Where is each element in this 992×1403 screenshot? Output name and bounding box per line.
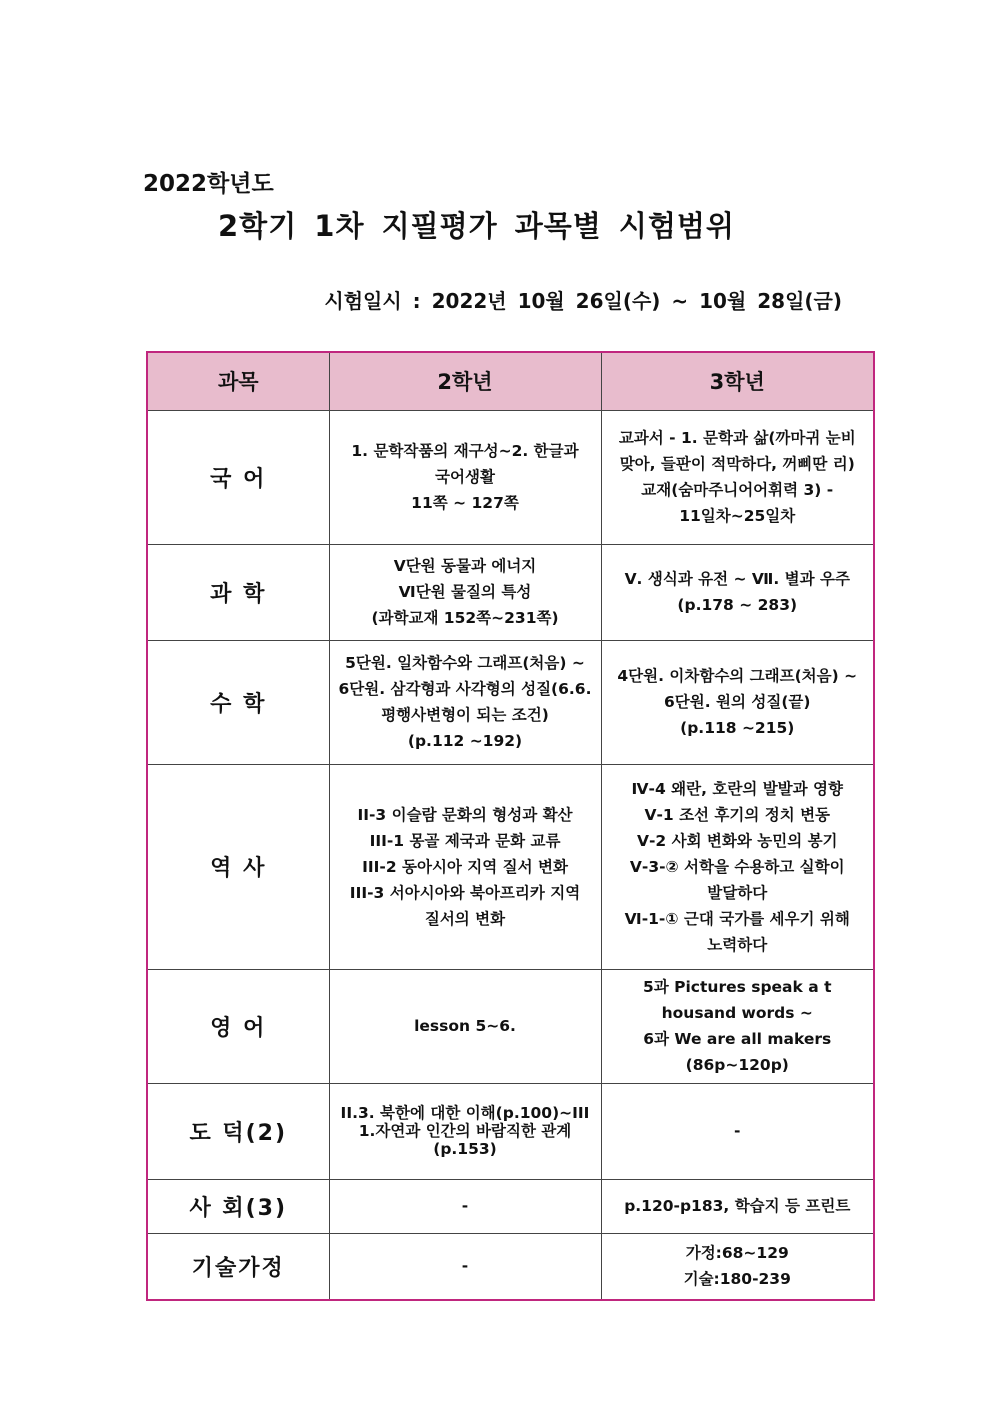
- table-row: [147, 1083, 874, 1179]
- grade2-scope-cell: lesson 5~6.: [329, 969, 601, 1083]
- grade3-scope-cell: 교과서 - 1. 문학과 삶(까마귀 눈비 맞아, 들판이 적막하다, 꺼삐딴 리) 교재(숨마주니어어휘력 3) - 11일차~25일차: [601, 410, 874, 544]
- grade3-scope-cell: p.120-p183, 학습지 등 프린트: [601, 1179, 874, 1233]
- column-header-grade2: 2학년: [329, 352, 601, 410]
- school-year: 2022학년도: [143, 171, 274, 197]
- grade3-scope-cell: 5과 Pictures speak a t housand words ~ 6과 We are all makers (86p~120p): [601, 969, 874, 1083]
- grade2-scope-cell: 1. 문학작품의 재구성~2. 한글과 국어생활 11쪽 ~ 127쪽: [329, 410, 601, 544]
- table-row: [147, 969, 874, 1083]
- subject-cell: 기술가정: [147, 1233, 329, 1300]
- grade2-scope-cell: II.3. 북한에 대한 이해(p.100)~III 1.자연과 인간의 바람직한 관계 (p.153): [329, 1083, 601, 1179]
- table-header-row: [147, 352, 874, 410]
- subject-cell: 도 덕(2): [147, 1083, 329, 1179]
- subject-cell: 영 어: [147, 969, 329, 1083]
- exam-scope-table: [146, 351, 875, 1301]
- grade3-scope-cell: -: [601, 1083, 874, 1179]
- grade3-scope-cell: Ⅳ-4 왜란, 호란의 발발과 영향 Ⅴ-1 조선 후기의 정치 변동 Ⅴ-2 사회 변화와 농민의 봉기 Ⅴ-3-② 서학을 수용하고 실학이 발달하다 Ⅵ-1-① 근대 국가를 세우기 위해 노력하다: [601, 764, 874, 969]
- exam-date: 시험일시 : 2022년 10월 26일(수) ~ 10월 28일(금): [324, 289, 842, 313]
- grade2-scope-cell: -: [329, 1179, 601, 1233]
- table-row: [147, 1233, 874, 1300]
- table-row: [147, 1179, 874, 1233]
- column-header-grade3: 3학년: [601, 352, 874, 410]
- grade2-scope-cell: II-3 이슬람 문화의 형성과 확산 III-1 몽골 제국과 문화 교류 III-2 동아시아 지역 질서 변화 III-3 서아시아와 북아프리카 지역 질서의 변화: [329, 764, 601, 969]
- subject-cell: 국 어: [147, 410, 329, 544]
- table-row: [147, 640, 874, 764]
- subject-cell: 사 회(3): [147, 1179, 329, 1233]
- table-row: [147, 544, 874, 640]
- grade3-scope-cell: Ⅴ. 생식과 유전 ~ Ⅶ. 별과 우주 (p.178 ~ 283): [601, 544, 874, 640]
- subject-cell: 역 사: [147, 764, 329, 969]
- grade3-scope-cell: 4단원. 이차함수의 그래프(처음) ~ 6단원. 원의 성질(끝) (p.118 ~215): [601, 640, 874, 764]
- table-row: [147, 410, 874, 544]
- grade2-scope-cell: Ⅴ단원 동물과 에너지 Ⅵ단원 물질의 특성 (과학교재 152쪽~231쪽): [329, 544, 601, 640]
- column-header-subject: 과목: [147, 352, 329, 410]
- grade2-scope-cell: -: [329, 1233, 601, 1300]
- grade3-scope-cell: 가정:68~129 기술:180-239: [601, 1233, 874, 1300]
- subject-cell: 과 학: [147, 544, 329, 640]
- document-title: 2학기 1차 지필평가 과목별 시험범위: [218, 209, 735, 243]
- subject-cell: 수 학: [147, 640, 329, 764]
- grade2-scope-cell: 5단원. 일차함수와 그래프(처음) ~ 6단원. 삼각형과 사각형의 성질(6.6. 평행사변형이 되는 조건) (p.112 ~192): [329, 640, 601, 764]
- table-row: [147, 764, 874, 969]
